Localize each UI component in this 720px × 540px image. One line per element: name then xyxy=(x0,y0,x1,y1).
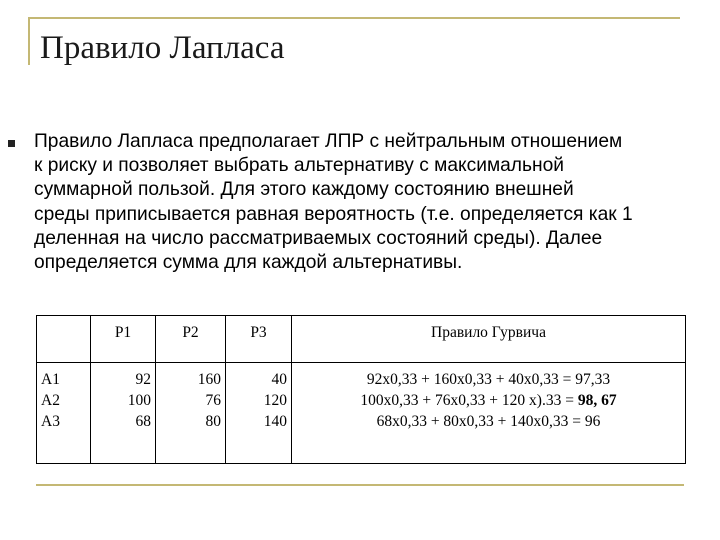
alternative-label: А2 xyxy=(41,392,60,409)
slide-paragraph: Правило Лапласа предполагает ЛПР с нейтральным отношением к риску и позволяет выбрать альтернативу с максимальной суммарной пользой. Для этого каждому состоянию внешней среды приписывается равная вероятность (т.е. определяется как 1 деленная на число рассматриваемых состояний среды). Далее определяется сумма для каждой альтернативы. xyxy=(34,131,633,274)
alternative-label: А1 xyxy=(41,371,60,388)
alternative-label: А3 xyxy=(41,413,60,430)
table-data-row xyxy=(37,363,686,464)
footer-divider-line xyxy=(36,484,684,486)
header-rule: Правило Гурвича xyxy=(292,316,686,363)
p2-value: 80 xyxy=(205,413,221,430)
p2-value: 76 xyxy=(205,392,221,409)
p3-values-cell xyxy=(226,363,292,464)
header-p1: Р1 xyxy=(91,316,156,363)
p3-value: 40 xyxy=(271,371,287,388)
table-header-row xyxy=(37,316,686,363)
p2-values-cell xyxy=(156,363,226,464)
slide-title: Правило Лапласа xyxy=(40,30,285,66)
calculation-result: 96 xyxy=(584,413,601,430)
title-frame-top-line xyxy=(28,17,680,19)
calculation-line xyxy=(298,390,679,411)
p1-value: 92 xyxy=(135,371,151,388)
p1-value: 68 xyxy=(135,413,151,430)
calculation-expression: 92х0,33 + 160х0,33 + 40х0,33 = xyxy=(366,371,572,388)
title-frame-left-line xyxy=(28,17,30,65)
calculation-result: 98, 67 xyxy=(577,392,617,409)
alternatives-cell xyxy=(37,363,91,464)
header-blank-cell xyxy=(37,316,91,363)
calculation-result: 97,33 xyxy=(575,371,611,388)
decision-table xyxy=(36,315,686,464)
p1-value: 100 xyxy=(127,392,151,409)
calculation-line xyxy=(298,411,679,432)
p3-value: 140 xyxy=(263,413,287,430)
p3-value: 120 xyxy=(263,392,287,409)
calculation-line xyxy=(298,369,679,390)
p1-values-cell xyxy=(91,363,156,464)
header-p2: Р2 xyxy=(156,316,226,363)
p2-value: 160 xyxy=(197,371,221,388)
rule-calculations-cell xyxy=(292,363,686,464)
calculation-expression: 100х0,33 + 76х0,33 + 120 х).33 = xyxy=(360,392,574,409)
calculation-expression: 68х0,33 + 80х0,33 + 140х0,33 = xyxy=(376,413,582,430)
header-p3: Р3 xyxy=(226,316,292,363)
square-bullet-icon xyxy=(8,140,15,147)
